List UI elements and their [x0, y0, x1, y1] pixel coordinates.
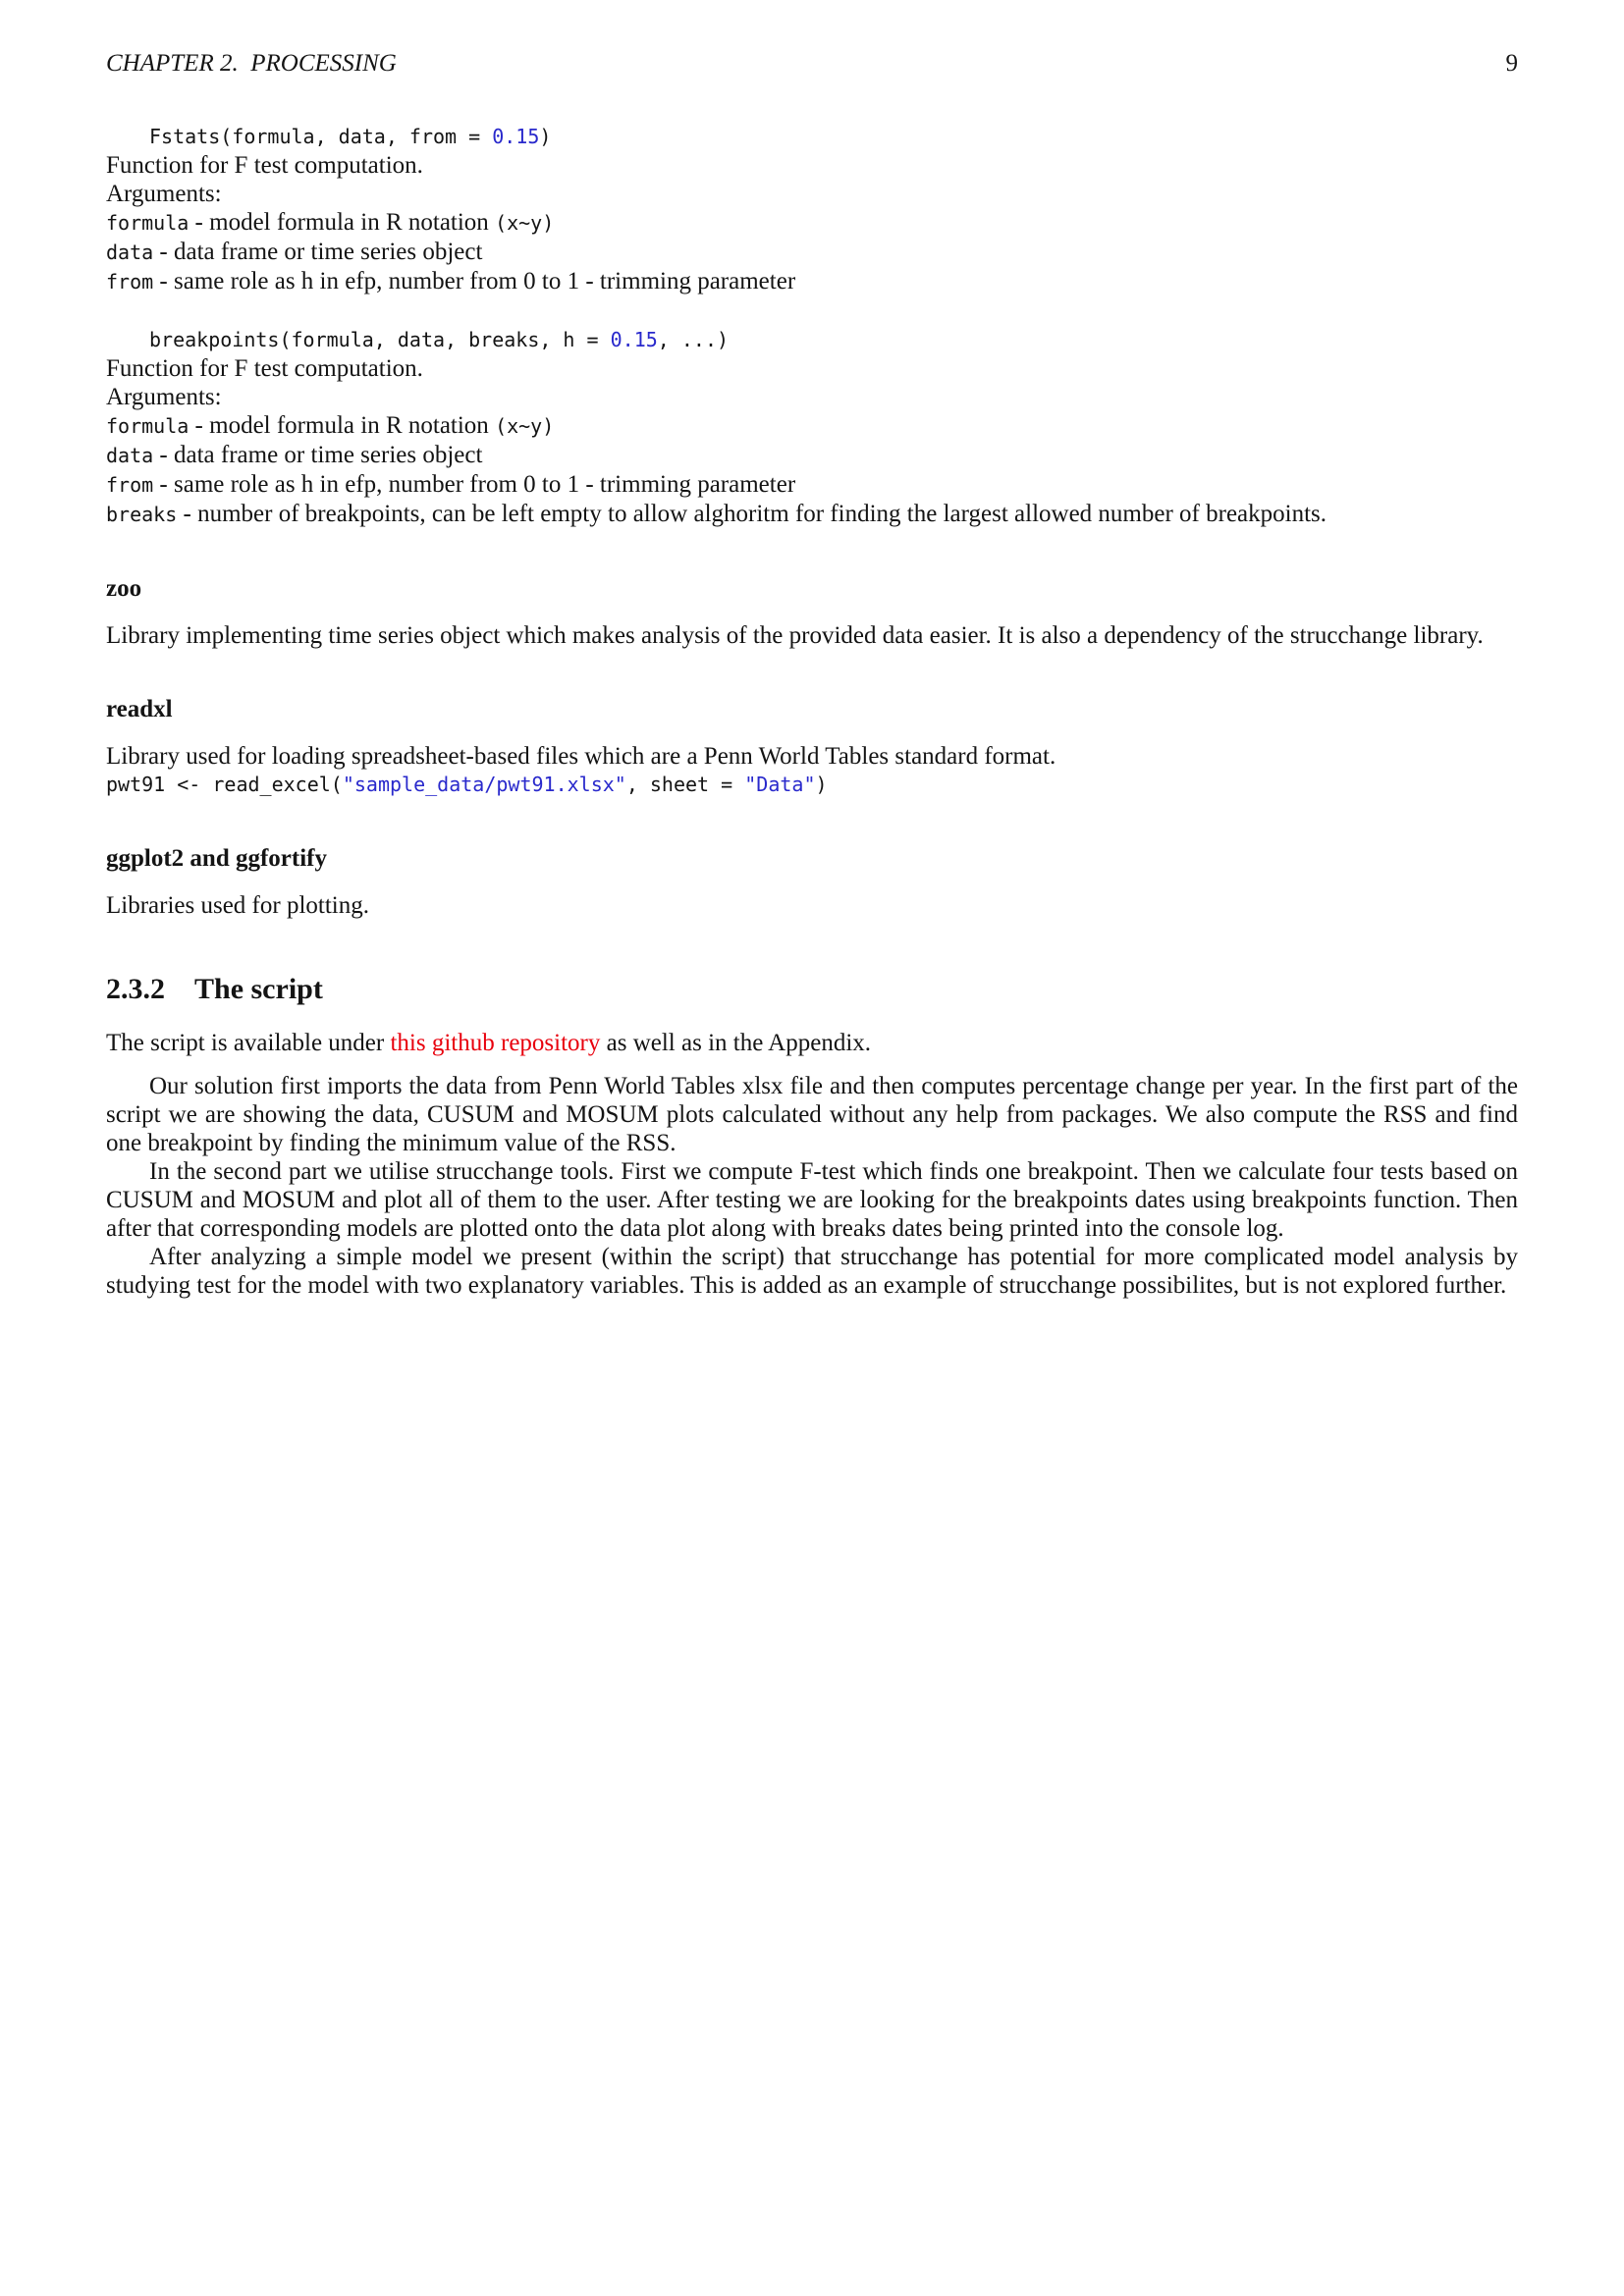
- breakpoints-arg-formula: [106, 411, 1518, 441]
- page-header: [106, 49, 1518, 78]
- section-number: 2.3.2: [106, 973, 165, 1005]
- fstats-arg-formula: [106, 208, 1518, 238]
- breakpoints-arg-from: [106, 470, 1518, 500]
- fstats-code-line: [106, 123, 1518, 151]
- intro-text: The script is available under: [106, 1030, 391, 1056]
- ggplot-paragraph: Libraries used for plotting.: [106, 892, 369, 919]
- arg-code: (x~y): [495, 211, 555, 235]
- arg-term: data: [106, 240, 154, 264]
- heading-readxl: readxl: [106, 696, 173, 722]
- code-string-literal: "sample_data/pwt91.xlsx": [342, 773, 626, 796]
- fstats-arg-data: [106, 238, 1518, 267]
- code-text: ): [539, 125, 552, 148]
- arg-text: - model formula in R notation: [189, 209, 496, 236]
- script-paragraph-2: In the second part we utilise strucchange tools. First we compute F-test which finds one breakpoint. Then we calculate four tests based on CUSUM and MOSUM and plot all of them to the user. After testing we are looking for the breakpoints dates using breakpoints function. Then after that corresponding models are plotted onto the data plot along with breaks dates being printed into the console log.: [106, 1158, 1518, 1242]
- arg-code: (x~y): [495, 414, 555, 438]
- code-string-literal: "Data": [744, 773, 816, 796]
- section-heading-the-script: [106, 973, 1518, 1006]
- script-paragraph-3: After analyzing a simple model we present (within the script) that strucchange has potential for more complicated model analysis by studying test for the model with two explanatory variables. This is added as an example of strucchange possibilites, but is not explored further.: [106, 1244, 1518, 1299]
- arg-text: - number of breakpoints, can be left empty to allow alghoritm for finding the largest allowed number of breakpoints.: [177, 501, 1327, 527]
- fstats-desc-line: Function for F test computation.: [106, 152, 423, 179]
- arg-term: data: [106, 444, 154, 467]
- breakpoints-arguments-label: Arguments:: [106, 384, 222, 410]
- code-text: ): [815, 773, 828, 796]
- arg-term: from: [106, 270, 154, 294]
- arg-term: from: [106, 473, 154, 497]
- code-text: breakpoints(formula, data, breaks, h =: [149, 328, 611, 351]
- breakpoints-desc-line: Function for F test computation.: [106, 355, 423, 382]
- arg-text: - model formula in R notation: [189, 412, 496, 439]
- breakpoints-description: [106, 354, 1518, 529]
- code-text: Fstats(formula, data, from =: [149, 125, 493, 148]
- intro-text: as well as in the Appendix.: [600, 1030, 872, 1056]
- arg-text: - same role as h in efp, number from 0 to 1 - trimming parameter: [153, 268, 796, 294]
- fstats-arguments-label: Arguments:: [106, 181, 222, 207]
- zoo-paragraph: Library implementing time series object which makes analysis of the provided data easier. It is also a dependency of the strucchange library.: [106, 622, 1484, 649]
- arg-term: formula: [106, 211, 189, 235]
- breakpoints-code-line: [106, 326, 1518, 354]
- breakpoints-arg-breaks: [106, 500, 1518, 529]
- arg-text: - data frame or time series object: [153, 442, 483, 468]
- code-number-literal: 0.15: [492, 125, 540, 148]
- breakpoints-arg-data: [106, 441, 1518, 470]
- arg-term: formula: [106, 414, 189, 438]
- page-number: 9: [1505, 50, 1518, 77]
- fstats-description: [106, 151, 1518, 296]
- readxl-code-line: [106, 771, 1518, 799]
- running-head-chapter: CHAPTER 2. PROCESSING: [106, 50, 397, 77]
- arg-text: - same role as h in efp, number from 0 to 1 - trimming parameter: [153, 471, 796, 498]
- script-intro-paragraph: [106, 1029, 1518, 1057]
- heading-zoo: zoo: [106, 575, 142, 602]
- readxl-paragraph: Library used for loading spreadsheet-based files which are a Penn World Tables standard format.: [106, 743, 1056, 770]
- code-text: , ...): [657, 328, 730, 351]
- code-text: pwt91 <- read_excel(: [106, 773, 343, 796]
- github-repository-link[interactable]: this github repository: [390, 1030, 601, 1056]
- code-text: , sheet =: [625, 773, 745, 796]
- heading-ggplot2-ggfortify: ggplot2 and ggfortify: [106, 845, 327, 872]
- fstats-arg-from: [106, 267, 1518, 296]
- arg-text: - data frame or time series object: [153, 239, 483, 265]
- section-title: The script: [194, 973, 323, 1005]
- script-paragraph-1: Our solution first imports the data from Penn World Tables xlsx file and then computes percentage change per year. In the first part of the script we are showing the data, CUSUM and MOSUM plots calculated without any help from packages. We also compute the RSS and find one breakpoint by finding the minimum value of the RSS.: [106, 1073, 1518, 1156]
- code-number-literal: 0.15: [610, 328, 658, 351]
- arg-term: breaks: [106, 503, 178, 526]
